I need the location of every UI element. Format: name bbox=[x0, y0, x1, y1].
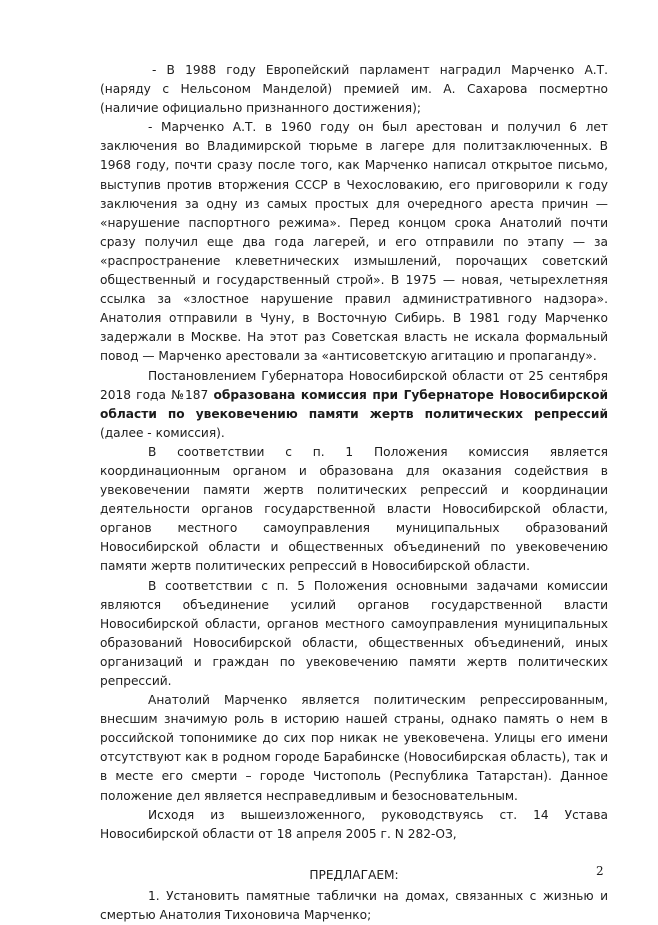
paragraph-regulation-p1: В соответствии с п. 1 Положения комиссия является координационным органом и образована для оказания содействия в увековечении памяти жертв политических репрессий и координации деятельности органов государственной власти Новосибирской области, органов местного самоуправления муниципальных образований Новосибирской области и общественных объединений по увековечению памяти жертв политических репрессий в Новосибирской области. bbox=[100, 444, 608, 574]
paragraph-governor-decree bbox=[100, 367, 608, 443]
paragraph-sakharov-prize: - В 1988 году Европейский парламент наградил Марченко А.Т. (наряду с Нельсоном Манделой) премией им. А. Сахарова посмертно (наличие официально признанного достижения); bbox=[100, 63, 608, 116]
paragraph-legal-basis: Исходя из вышеизложенного, руководствуясь ст. 14 Устава Новосибирской области от 18 апреля 2005 г. N 282-ОЗ, bbox=[100, 807, 608, 841]
proposal-heading: ПРЕДЛАГАЕМ: bbox=[309, 867, 399, 882]
decree-text-start: Постановлением Губернатора Новосибирской области от 25 сентября 2018 года №187 bbox=[100, 368, 608, 402]
page-number: 2 bbox=[596, 864, 604, 878]
decree-commission-name: образована комиссия при Губернаторе Новосибирской области по увековечению памяти жертв политических репрессий bbox=[100, 387, 608, 421]
proposal-item-1: 1. Установить памятные таблички на домах, связанных с жизнью и смертью Анатолия Тихоновича Марченко; bbox=[100, 888, 608, 923]
paragraph-regulation-p5: В соответствии с п. 5 Положения основными задачами комиссии являются объединение усилий органов государственной власти Новосибирской области, органов местного самоуправления муниципальных образований Новосибирской области, общественных объединений, иных организаций и граждан по увековечению памяти жертв политических репрессий. bbox=[100, 578, 608, 688]
paragraph-marchenko-memory: Анатолий Марченко является политическим репрессированным, внесшим значимую роль в историю нашей страны, однако память о нем в российской топонимике до сих пор никак не увековечена. Улицы его имени отсутствуют как в родном городе Барабинске (Новосибирская область), так и в месте его смерти – городе Чистополь (Республика Татарстан). Данное положение дел является несправедливым и безосновательным. bbox=[100, 693, 608, 803]
paragraph-arrest-history: - Марченко А.Т. в 1960 году он был арестован и получил 6 лет заключения во Владимирской тюрьме в лагере для политзаключенных. В 1968 году, почти сразу после того, как Марченко написал открытое письмо, выступив против вторжения СССР в Чехословакию, его приговорили к году заключения за одну из самых простых для очередного ареста причин — «нарушение паспортного режима». Перед концом срока Анатолий почти сразу получил еще два года лагерей, и его отправили по этапу — за «распространение клеветнических измышлений, порочащих советский общественный и государственный строй». В 1975 — новая, четырехлетняя ссылка за «злостное нарушение правил административного надзора». Анатолия отправили в Чуну, в Восточную Сибирь. В 1981 году Марченко задержали в Москве. На этот раз Советская власть не искала формальный повод — Марченко арестовали за «антисоветскую агитацию и пропаганду». bbox=[100, 120, 608, 364]
document-body bbox=[100, 61, 608, 925]
decree-text-end: (далее - комиссия). bbox=[100, 425, 225, 440]
